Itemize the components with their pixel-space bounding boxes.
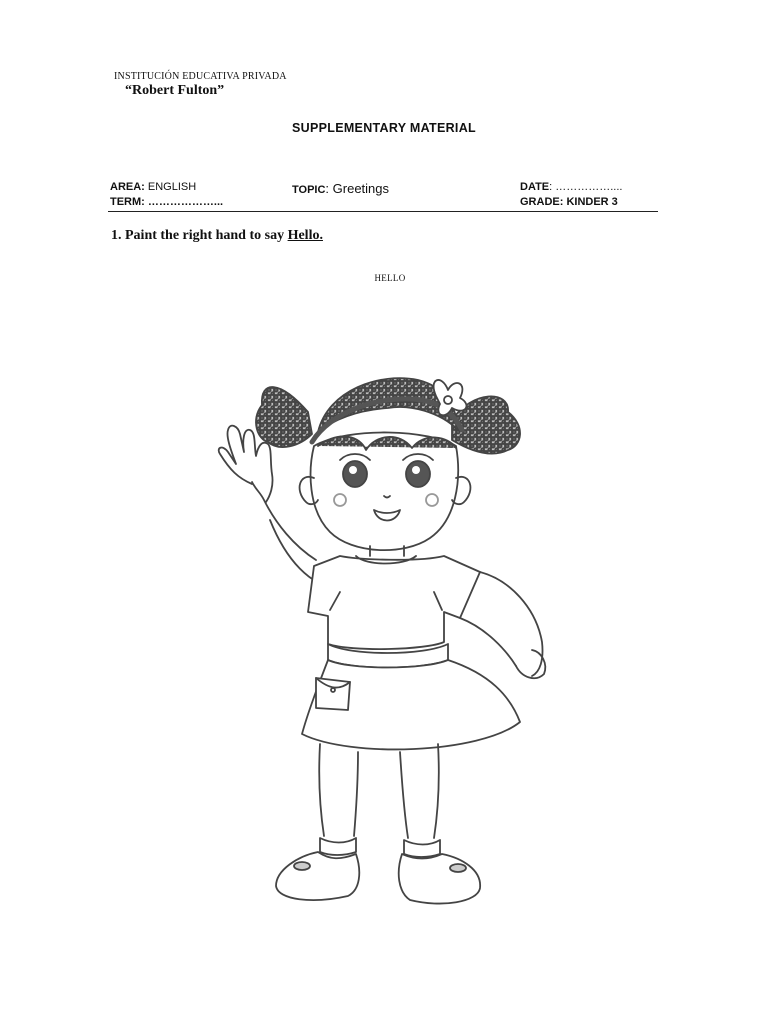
grade-field — [520, 196, 618, 208]
term-field — [110, 196, 223, 208]
left-eye — [343, 461, 367, 487]
face — [311, 432, 459, 550]
exercise-number: 1. — [111, 228, 122, 243]
header-divider — [108, 211, 658, 212]
girl-coloring-illustration — [190, 360, 560, 920]
topic-field — [292, 181, 389, 196]
exercise-instruction — [111, 228, 323, 244]
topic-label: TOPIC — [292, 184, 326, 196]
right-eye — [406, 461, 430, 487]
area-field — [110, 181, 196, 193]
area-label: AREA: — [110, 181, 145, 193]
date-label: DATE — [520, 181, 550, 193]
left-pigtail — [256, 387, 312, 447]
exercise-text: Paint the right hand to say — [125, 228, 285, 243]
exercise-highlight: Hello. — [287, 228, 323, 243]
right-shoe — [399, 854, 480, 904]
date-value: : …………….... — [549, 181, 623, 193]
right-leg — [400, 744, 439, 838]
grade-label: GRADE: KINDER 3 — [520, 196, 618, 208]
school-name: “Robert Fulton” — [125, 83, 225, 98]
area-value: ENGLISH — [147, 181, 197, 193]
date-field — [520, 181, 622, 193]
hello-caption: HELLO — [374, 273, 406, 283]
term-label: TERM: ………………... — [110, 196, 224, 208]
institution-label: INSTITUCIÓN EDUCATIVA PRIVADA — [114, 71, 287, 82]
topic-value: : Greetings — [325, 181, 390, 196]
left-leg — [319, 744, 358, 836]
left-shoe — [276, 852, 359, 900]
document-title: SUPPLEMENTARY MATERIAL — [292, 121, 476, 135]
